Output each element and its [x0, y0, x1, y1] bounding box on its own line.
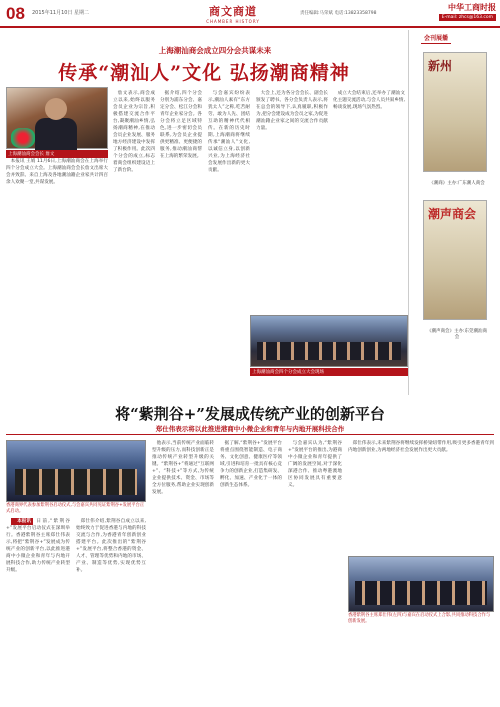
- masthead-title: 商文商道: [209, 5, 257, 18]
- article2-column-4: [220, 440, 282, 703]
- magazine-cover-1: [423, 52, 487, 172]
- article1-photo-caption: 上海潮汕商会会长 詹文: [6, 150, 108, 158]
- magazine-cover-2-title: 潮声商会: [428, 207, 477, 221]
- issue-date: 2015年11月10日 星期二: [32, 10, 90, 16]
- article1-col4-text: 与会嘉宾纷纷表示,潮汕人素有“东方犹太人”之称,吃苦耐劳、敢为人先、团结互助的精神代代相传。在新的历史时期,上海潮商将继续传承“潮汕人”文化,以诚信立身,以创新兴业,为上海经济社会发展作出新的更大贡献。: [208, 91, 250, 173]
- magazine-cover-2: [423, 200, 487, 320]
- attendees-row: [257, 342, 401, 360]
- article2-col5-text: 与会嘉宾认为,“紫荆谷+”发展平台的推出,为港商中小微企业和青年提供了广阔的发展空间,对于深化深港合作、推动粤港澳地区协同发展具有重要意义。: [288, 441, 342, 488]
- article1-subtitle: 上海潮汕商会成立四分会共谋未来: [158, 46, 272, 55]
- article1-column-1: [6, 158, 108, 398]
- article2-subtitle: 郑仕伟表示将以此推进港商中小微企业和青年与内地开展科技合作: [155, 425, 345, 433]
- article2-title: 将“紫荆谷+”发展成传统产业的创新平台: [115, 405, 385, 423]
- article2-photo-caption-1: 香港商界代表参加紫荆谷启动仪式,与会嘉宾共同见证紫荆谷+发展平台正式启动。: [6, 503, 145, 514]
- article1-event-photo: [250, 315, 408, 367]
- article1-column-4: [208, 90, 250, 310]
- page-number: 08: [6, 4, 25, 23]
- attendees-row: [355, 581, 487, 605]
- article2-col2-text: 郑仕伟介绍,紫荆谷自成立以来,始终致力于促进香港与内地的科技交流与合作,为香港青年创新创业搭建平台。此次推出的“紫荆谷+”发展平台,将整合香港的资金、人才、管理等优势和内地的市场、产业、制造等优势,实现优势互补。: [76, 519, 146, 573]
- article1-event-caption: 上海潮汕商会四个分会成立大会现场: [250, 368, 408, 376]
- article2-divider: [6, 434, 494, 435]
- editor-info: 责任编辑:马荣斌 电话:13823358798: [300, 11, 377, 16]
- masthead-subtitle: CHAMBER HISTORY: [206, 19, 260, 24]
- flowers-decoration: [11, 128, 35, 148]
- article2-group-photo-2: [348, 556, 494, 612]
- article2-column-5: [288, 440, 342, 703]
- article1-portrait-photo: [6, 87, 108, 149]
- magazine-cover-1-title: 新州: [428, 59, 453, 73]
- article2-group-photo-1: [6, 440, 146, 502]
- newspaper-email: E-mail: zhcs@163.com: [439, 14, 496, 21]
- person-head: [45, 98, 67, 120]
- magazine-sidebar: [408, 30, 500, 395]
- article1-col1-text: 本报讯 王娟 11月6日,上海潮汕商会在上海举行四个分会成立大会。上海潮汕商会会长詹文出席大会并致辞。来自上海及各地潮汕籍企业家共计四百余人欢聚一堂,共谋发展。: [6, 159, 108, 185]
- article1-column-3: [160, 90, 202, 310]
- article2-column-3: [152, 440, 214, 703]
- article2-col6-text: 郑仕伟表示,未来紫荆谷将继续发挥桥梁纽带作用,吸引更多香港青年到内地创新创业,为两地经济社会发展作出更大贡献。: [348, 441, 494, 453]
- page-header: [0, 0, 500, 28]
- article2-col4-text: 据了解,“紫荆谷+”发展平台将重点围绕智能制造、电子商务、文化创意、健康医疗等领域,引进和培育一批具有核心竞争力的创新企业,打造集研发、孵化、加速、产业化于一体的创新生态体系。: [220, 441, 282, 488]
- sidebar-label: 会刊展播: [421, 32, 451, 44]
- article2-column-6: [348, 440, 494, 550]
- article2-column-1: [6, 518, 70, 703]
- article1-col2-text: 詹文表示,商会成立以来,始终以服务会员企业为宗旨,积极搭建交流合作平台,凝聚潮汕乡情,弘扬潮商精神,在推动会员企业发展、服务地方经济建设中发挥了积极作用。此次四个分会的成立,标志着商会组织建设迈上了新台阶。: [113, 91, 155, 173]
- article2-col1-text: 日前,“紫荆谷+”发展平台启动仪式在深圳举行。香港紫荆谷主席郑仕伟表示,将把“紫荆谷+”发展成为传统产业的创新平台,以此推进港商中小微企业和青年与内地开展科技合作,助力传统产业转型升级。: [6, 519, 70, 573]
- article2-column-2: [76, 518, 146, 703]
- magazine-caption-2: 《潮声商会》主办:东莞潮汕商会: [427, 329, 488, 340]
- newspaper-brand: [439, 2, 496, 21]
- article1-column-6: [333, 90, 405, 310]
- newspaper-name: 中华工商时报: [448, 3, 496, 12]
- article1-column-2: [113, 90, 155, 310]
- magazine-caption-1: 《潮商》主办:广东潮人商会: [429, 181, 485, 186]
- article2-col3-text: 他表示,当前传统产业面临转型升级的压力,而科技创新正是推动传统产业转型升级的关键。“紫荆谷+”将通过“互联网+”、“科技+”等方式,为传统企业提供技术、资金、市场等全方位服务,帮助企业实现创新发展。: [152, 441, 214, 495]
- article1-col3-text: 据介绍,四个分会分别为浦东分会、嘉定分会、松江分会和青年企业家分会。各分会将立足区域特色,进一步密切会员联系,为会员企业提供更精准、更便捷的服务,推动潮汕商帮在上海的繁荣发展。: [160, 91, 202, 159]
- article2-photo-caption-2: 香港紫荆谷主席郑仕伟(左四)与嘉宾在启动仪式上合影,共同推动科技合作与创新发展。: [348, 613, 491, 624]
- article1-col5-text: 大会上,还为各分会会长、副会长颁发了聘书。各分会负责人表示,将在总会的领导下,认真履职,积极作为,把分会建设成为会员之家,为促进潮汕籍企业家之间的交流合作贡献力量。: [256, 91, 328, 131]
- article1-title: 传承“潮汕人”文化 弘扬潮商精神: [58, 62, 350, 84]
- person-suit: [35, 118, 77, 150]
- article1-column-5: [256, 90, 328, 310]
- article1-col6-text: 成立大会结束后,还举办了潮汕文化主题交流活动,与会人员共叙乡情,畅谈发展,现场气氛热烈。: [333, 91, 405, 110]
- section-masthead: [193, 3, 273, 24]
- attendees-row: [15, 469, 137, 495]
- news-tag: 本报讯: [11, 518, 33, 525]
